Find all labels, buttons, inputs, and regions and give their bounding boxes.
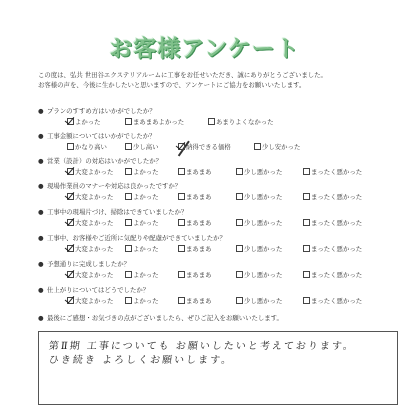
option[interactable]: 大変よかった — [67, 217, 113, 229]
checkbox-checked[interactable] — [67, 168, 74, 175]
checkbox[interactable] — [178, 168, 185, 175]
option[interactable]: まったく悪かった — [303, 191, 362, 203]
option[interactable]: 少し高い — [125, 141, 159, 153]
checkbox[interactable] — [236, 219, 243, 226]
option[interactable]: まあまあよかった — [125, 116, 184, 128]
option[interactable]: 大変よかった — [67, 269, 113, 281]
option[interactable]: まあまあ — [178, 217, 212, 229]
option[interactable]: よかった — [125, 243, 159, 255]
checkbox[interactable] — [178, 219, 185, 226]
checkbox[interactable] — [236, 271, 243, 278]
question-label: 営業（設計）の対応はいかがでしたか？ — [47, 157, 163, 165]
option[interactable]: 大変よかった — [67, 191, 113, 203]
checkbox-checked[interactable] — [67, 297, 74, 304]
checkbox[interactable] — [178, 193, 185, 200]
bullet: ● — [38, 314, 44, 322]
checkbox[interactable] — [236, 245, 243, 252]
question-label: 仕上がりについてはどうでしたか？ — [47, 286, 150, 294]
checkbox[interactable] — [236, 193, 243, 200]
checkbox-checked[interactable] — [178, 143, 185, 150]
option[interactable]: 少し悪かった — [236, 191, 282, 203]
comment-textarea[interactable] — [38, 331, 398, 405]
option[interactable]: 少し安かった — [254, 141, 300, 153]
option[interactable]: よかった — [125, 295, 159, 307]
question-6 — [38, 233, 398, 255]
option[interactable]: まったく悪かった — [303, 217, 362, 229]
bullet: ● — [38, 208, 44, 216]
option[interactable]: まったく悪かった — [303, 269, 362, 281]
bullet: ● — [38, 107, 44, 115]
intro-text — [38, 70, 388, 90]
checkbox[interactable] — [254, 143, 261, 150]
option[interactable]: 少し悪かった — [236, 166, 282, 178]
checkbox[interactable] — [125, 219, 132, 226]
option[interactable]: まあまあ — [178, 269, 212, 281]
question-label: 工事中、お客様やご近所に気配りや配慮ができていましたか？ — [47, 234, 226, 242]
checkbox[interactable] — [303, 297, 310, 304]
checkbox[interactable] — [303, 245, 310, 252]
intro-line-2: お客様の声を、今後に生かしたいと思いますので、アンケートにご協力をお願いいたします。 — [38, 81, 306, 89]
option[interactable]: 大変よかった — [67, 243, 113, 255]
bullet: ● — [38, 234, 44, 242]
question-4 — [38, 181, 398, 203]
question-5 — [38, 207, 398, 229]
option[interactable]: 少し悪かった — [236, 269, 282, 281]
question-label: 工事中の現場片づけ、掃除はできていましたか？ — [47, 208, 188, 216]
checkbox[interactable] — [208, 118, 215, 125]
option[interactable]: まったく悪かった — [303, 295, 362, 307]
checkbox[interactable] — [125, 271, 132, 278]
question-8 — [38, 285, 398, 307]
option[interactable]: まったく悪かった — [303, 166, 362, 178]
question-label: 現場作業員のマナーや対応は良かったですか？ — [47, 182, 182, 190]
bullet: ● — [38, 182, 44, 190]
option[interactable]: 大変よかった — [67, 166, 113, 178]
question-label: 予想通りに完成しましたか？ — [47, 260, 131, 268]
bullet: ● — [38, 260, 44, 268]
option[interactable]: 少し悪かった — [236, 243, 282, 255]
comment-prompt — [38, 313, 398, 323]
checkbox-checked[interactable] — [67, 193, 74, 200]
option[interactable]: よかった — [125, 217, 159, 229]
checkbox-checked[interactable] — [67, 118, 74, 125]
option[interactable]: よかった — [125, 166, 159, 178]
question-1 — [38, 106, 398, 128]
bullet: ● — [38, 132, 44, 140]
question-label: プランのすすめ方はいかがでしたか？ — [47, 107, 156, 115]
handwritten-line-2: ひき続き よろしくお願いします。 — [48, 355, 234, 366]
question-7 — [38, 259, 398, 281]
option[interactable]: かなり高い — [67, 141, 107, 153]
question-2 — [38, 131, 398, 153]
comment-label: 最後にご感想・お気づきの点がございましたら、ぜひご記入をお願いいたします。 — [47, 314, 283, 322]
checkbox[interactable] — [125, 297, 132, 304]
checkbox[interactable] — [178, 271, 185, 278]
checkbox[interactable] — [125, 168, 132, 175]
option[interactable]: 少し悪かった — [236, 217, 282, 229]
checkbox[interactable] — [178, 297, 185, 304]
checkbox[interactable] — [125, 143, 132, 150]
option[interactable]: 納得できる価格 — [178, 141, 231, 153]
option[interactable]: まあまあ — [178, 295, 212, 307]
handwritten-line-1: 第Ⅱ期 工事についても お願いしたいと考えております。 — [48, 341, 356, 352]
intro-line-1: この度は、弘共 世田谷エクステリアルームに工事をお任せいただき、誠にありがとうございました。 — [38, 71, 327, 79]
checkbox[interactable] — [125, 245, 132, 252]
option[interactable]: 少し悪かった — [236, 295, 282, 307]
checkbox[interactable] — [303, 168, 310, 175]
checkbox[interactable] — [67, 143, 74, 150]
option[interactable]: よかった — [67, 116, 101, 128]
checkbox[interactable] — [303, 271, 310, 278]
checkbox[interactable] — [178, 245, 185, 252]
option[interactable]: 大変よかった — [67, 295, 113, 307]
bullet: ● — [38, 157, 44, 165]
checkbox[interactable] — [125, 193, 132, 200]
bullet: ● — [38, 286, 44, 294]
option[interactable]: まあまあ — [178, 243, 212, 255]
checkbox[interactable] — [303, 219, 310, 226]
checkbox-checked[interactable] — [67, 271, 74, 278]
survey-title: お客様アンケート — [109, 36, 300, 62]
checkbox[interactable] — [236, 168, 243, 175]
option[interactable]: まあまあ — [178, 166, 212, 178]
question-label: 工事金額についてはいかがでしたか？ — [47, 132, 156, 140]
option[interactable]: よかった — [125, 269, 159, 281]
checkbox[interactable] — [125, 118, 132, 125]
option[interactable]: まったく悪かった — [303, 243, 362, 255]
option[interactable]: あまりよくなかった — [208, 116, 274, 128]
checkbox[interactable] — [303, 193, 310, 200]
option[interactable]: よかった — [125, 191, 159, 203]
checkbox[interactable] — [236, 297, 243, 304]
option[interactable]: まあまあ — [178, 191, 212, 203]
checkbox-checked[interactable] — [67, 245, 74, 252]
question-3 — [38, 156, 398, 178]
checkbox-checked[interactable] — [67, 219, 74, 226]
